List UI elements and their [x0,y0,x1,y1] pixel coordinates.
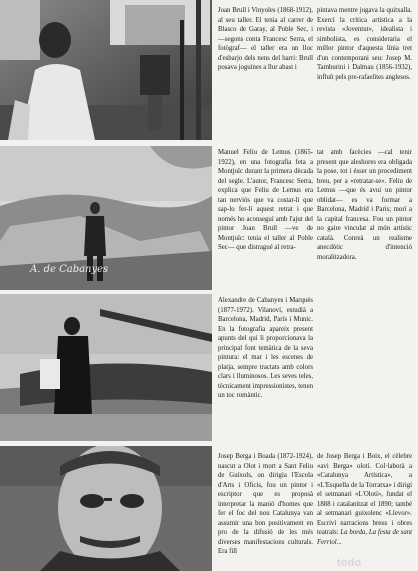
caption-feliu-de-lemus-col2: tat amb facècies —cal tenir present que aleshores era obligada la pose, tot i ésser un procediment breu, per a «retratar-se». Feliu de Lemus —que és avui un pintor oblidat— es va formar a Barcelona, Madrid i París; morí a la capital francesa. Fou un pintor no gaire vinculat al món artístic català. Conreà un realisme anecdòtic d'intenció moralitzadora. [317,149,412,262]
watermark-logo: todocoleccion [336,557,414,569]
caption-cabanyes: Alexandre de Cabanyes i Marquès (1877-1972). Vilanoví, estudià a Barcelona, Madrid, París i Munic. En la fotografia apareix present apunts del qui li proporcionava la principal font temàtica de la seva pintura: el mar i les escenes de platja, sempre tractats amb colors clars i lluminosos. Les seves teles, tècnicament impressionistes, tenen un toc romàntic. [218,297,313,400]
painter-signature: A. de Cabanyes [30,264,109,275]
caption-joan-brull-col2: pintava mentre jugava la quitxalla. Exercí la crítica artística a la revista «Joventut», idealista i simbolista, es consideraria el millor pintor d'aquesta línia tret d'un contemporani seu: Josep M. Tamburini i Dalmau (1856-1932), influït pels pre-rafaelites anglesos. [317,7,412,81]
photo-josep-berga-i-boada [0,446,212,571]
caption-berga-col1: Josep Berga i Boada (1872-1924), nascut a Olot i mort a Sant Feliu de Guíxols, on dirigia l'Escola d'Arts i Oficis, fou un pintor i escriptor que es proposà interpretar la manió d'homes que fer el foc del nou Catalunya van assumir una bon positivament en pro de la difusió de les més diverses manifestacions culturals. Era fill [218,453,313,556]
caption-berga-col2: de Josep Berga i Boix, el cèlebre «avi Berga» olotí. Col·laborà a «Catalunya Artística», a «L'Esquella de la Torratxa» i dirigí el setmanari «L'Olotí», fundat el 1888 i catalanitzat el 1890; també al setmanari guixolenc «Llevor». Escriví narracions breus i obres teatrals: La borda, La festa de sant Ferriol... [317,453,413,546]
photo-alexandre-de-cabanyes [0,294,212,441]
caption-feliu-de-lemus-col1: Manuel Feliu de Lemus (1865-1922), en una fotografia feta a Montjuïc durant la primera dècada del segle. L'autor, Francesc Serra, explica que Feliu de Lemus era tan nerviós que va costar-li que sap-lo fer-li aquest retrat i que només ho aconseguí amb l'ajut del pintor Joan Brull —ve de Montjuïc: tenia el taller al Poble Sec— que distragué al retra- [218,149,313,252]
photo-joan-brull-studio [0,0,212,140]
caption-joan-brull-col1: Joan Brull i Vinyoles (1868-1912), al seu taller. El tenia al carrer de Blasco de Garay, al Poble Sec, i —segons conta Francesc Serra, el fotògraf— el taller era un lloc d'esbarjo dels nens del barri: Brull posava joguines a llur abast i [218,7,313,72]
